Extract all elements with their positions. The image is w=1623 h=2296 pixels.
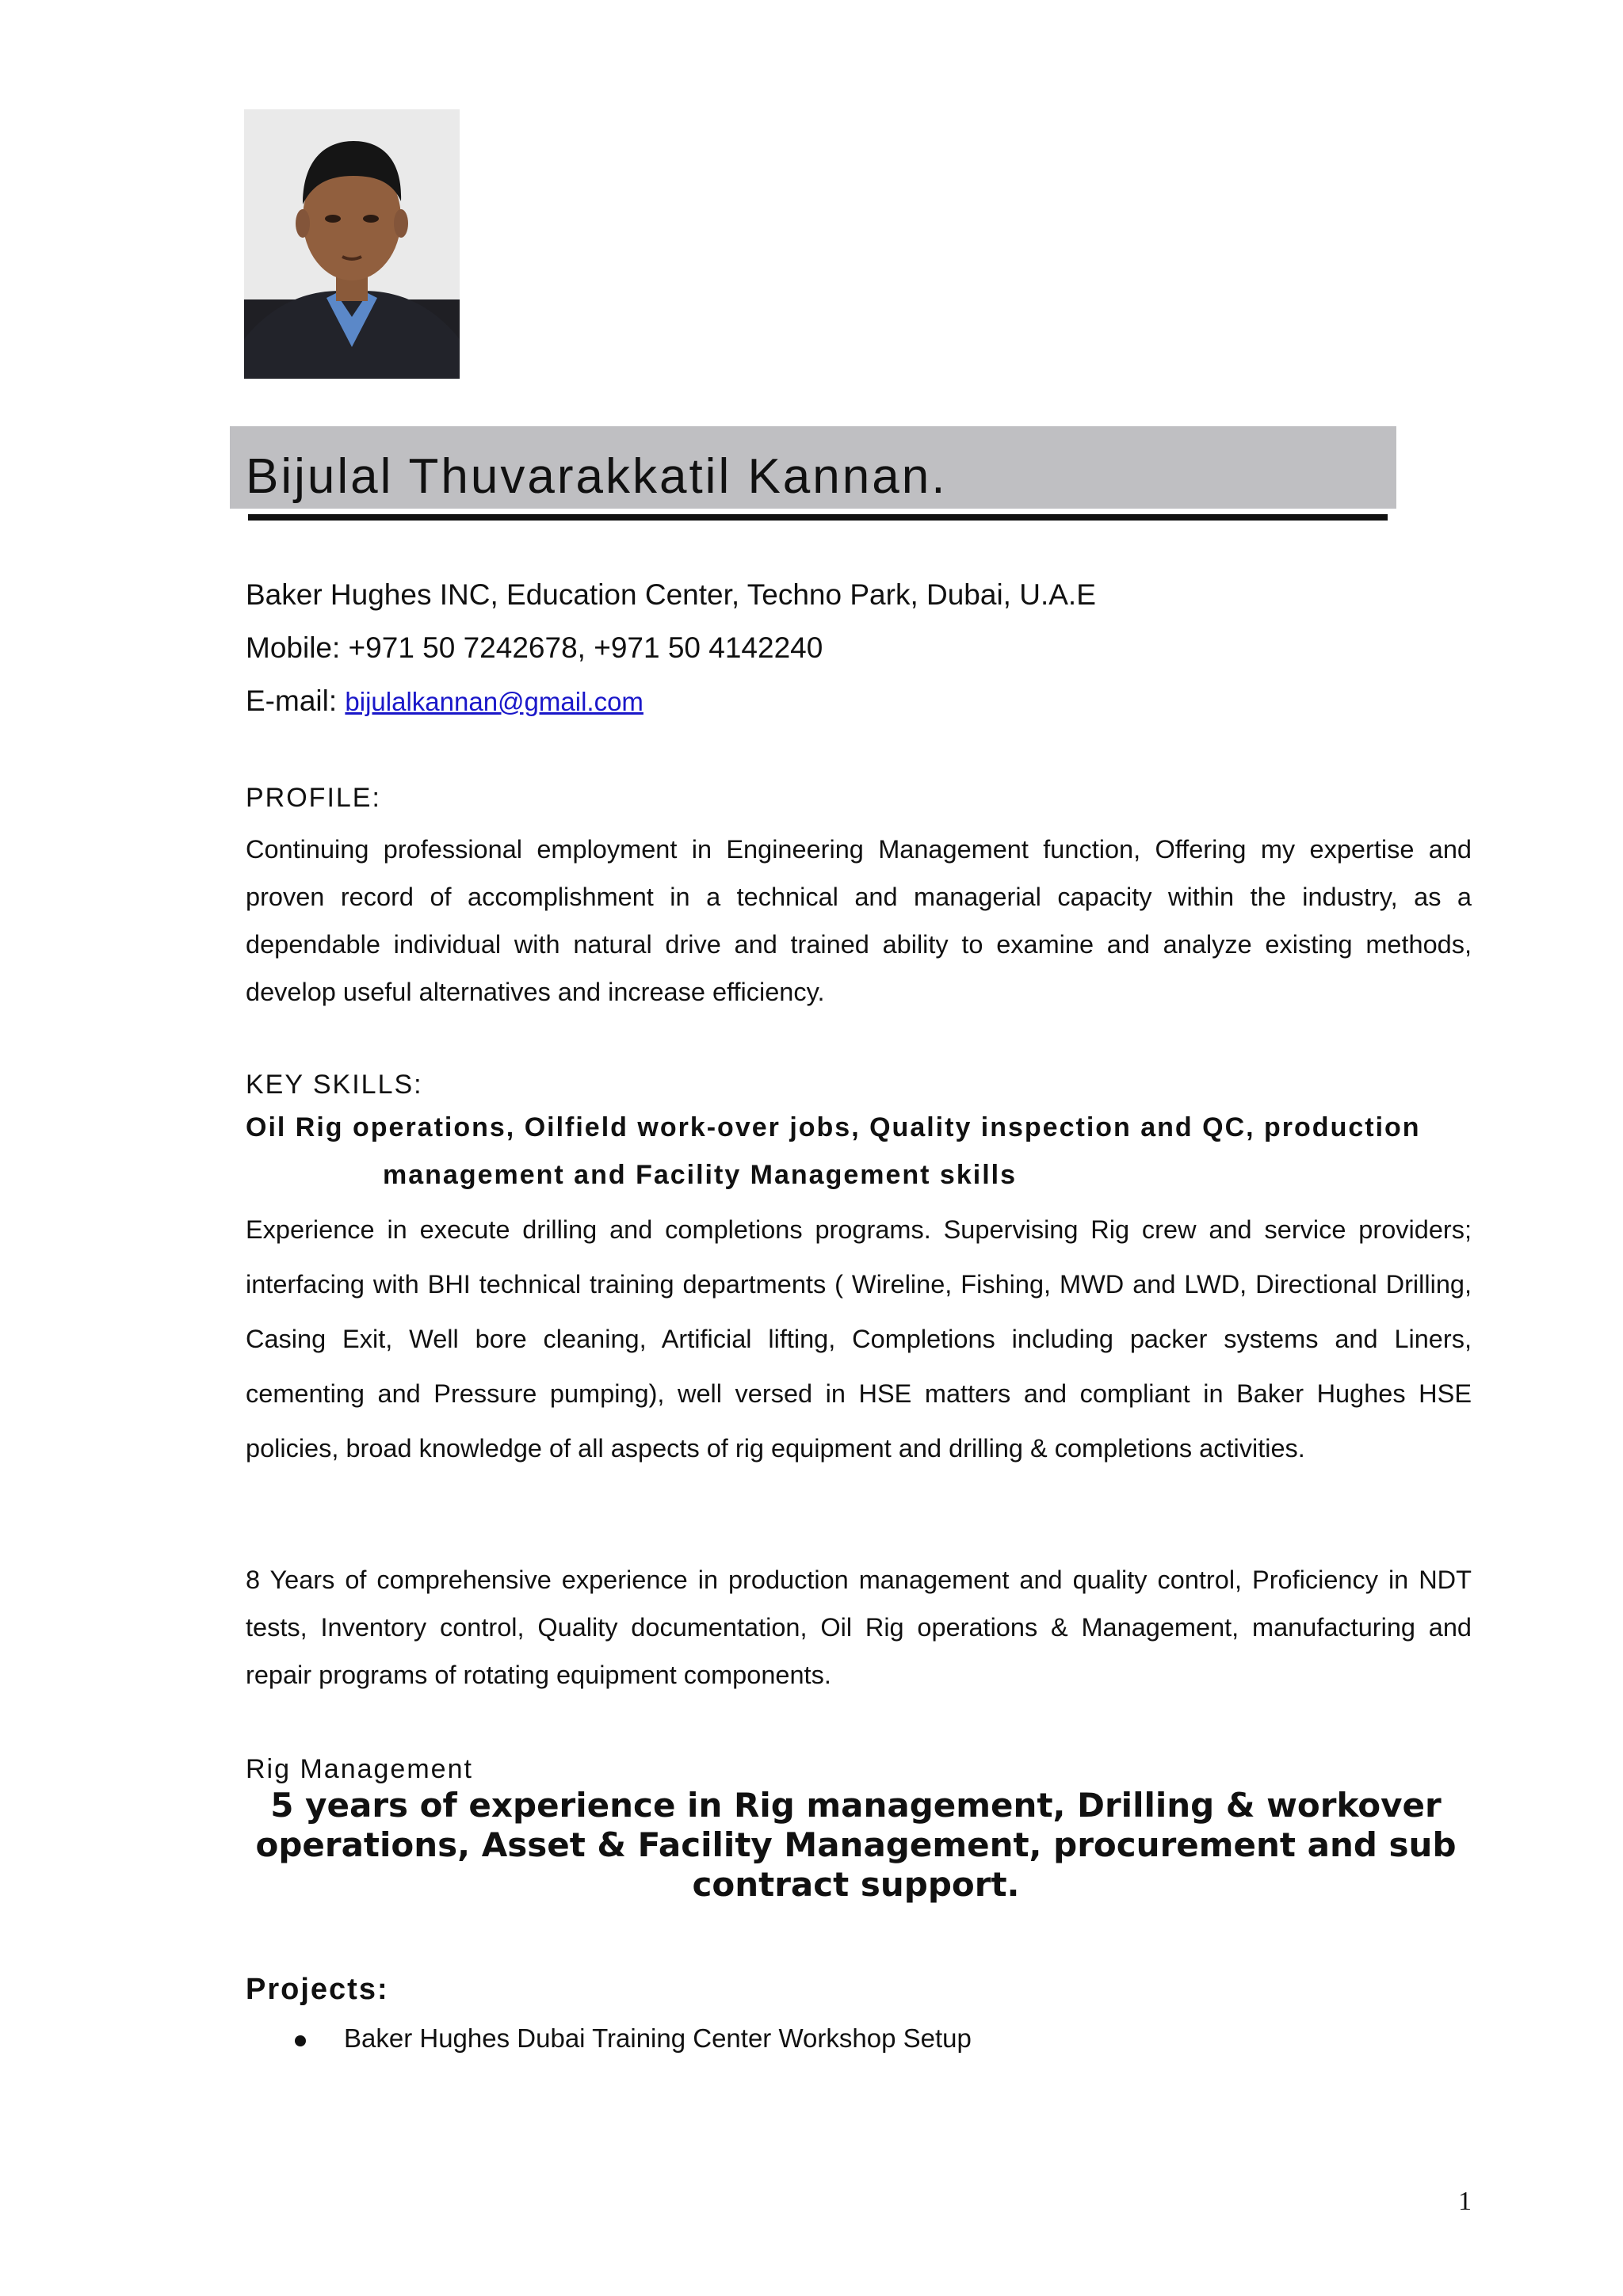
years-experience-text: 8 Years of comprehensive experience in production management and quality control, Proficiency in NDT tests, Inventory control, Quality documentation, Oil Rig operations & Management, manufacturing and repair programs of rotating equipment components. [246, 1566, 1472, 1689]
profile-heading: PROFILE: [246, 783, 381, 813]
key-skills-highlight-line1: Oil Rig operations, Oilfield work-over jobs, Quality inspection and QC, production [246, 1112, 1421, 1142]
bullet-icon [295, 2035, 306, 2046]
project-item: Baker Hughes Dubai Training Center Workshop Setup [344, 2023, 972, 2053]
key-skills-highlight-line2: management and Facility Management skills [383, 1160, 1018, 1190]
rig-management-heading: Rig Management [246, 1754, 473, 1784]
email-label: E-mail: [246, 685, 338, 717]
name-underline-rule [248, 514, 1388, 521]
mobile-line: Mobile: +971 50 7242678, +971 50 4142240 [246, 631, 823, 664]
rig-management-summary: 5 years of experience in Rig management, Drilling & workover operations, Asset & Facility Management, procurement and sub contract support. [255, 1786, 1457, 1904]
email-line [246, 685, 643, 718]
profile-photo [244, 109, 460, 379]
projects-heading: Projects: [246, 1973, 389, 2006]
experience-text: Experience in execute drilling and completions programs. Supervising Rig crew and service providers; interfacing with BHI technical training departments ( Wireline, Fishing, MWD and LWD, Directional Drilling, Casing Exit, Well bore cleaning, Artificial lifting, Completions including packer systems and Liners, cementing and Pressure pumping), well versed in HSE matters and compliant in Baker Hughes HSE policies, broad knowledge of all aspects of rig equipment and drilling & completions activities. [246, 1215, 1472, 1463]
address-line: Baker Hughes INC, Education Center, Techno Park, Dubai, U.A.E [246, 578, 1096, 611]
page-number: 1 [1458, 2187, 1472, 2216]
profile-text: Continuing professional employment in Engineering Management function, Offering my expertise and proven record of accomplishment in a technical and managerial capacity within the industry, as a dependable individual with natural drive and trained ability to examine and analyze existing methods, develop useful alternatives and increase efficiency. [246, 835, 1472, 1006]
email-link[interactable]: bijulalkannan@gmail.com [345, 687, 643, 716]
key-skills-heading: KEY SKILLS: [246, 1070, 423, 1100]
candidate-name: Bijulal Thuvarakkatil Kannan. [246, 449, 948, 504]
